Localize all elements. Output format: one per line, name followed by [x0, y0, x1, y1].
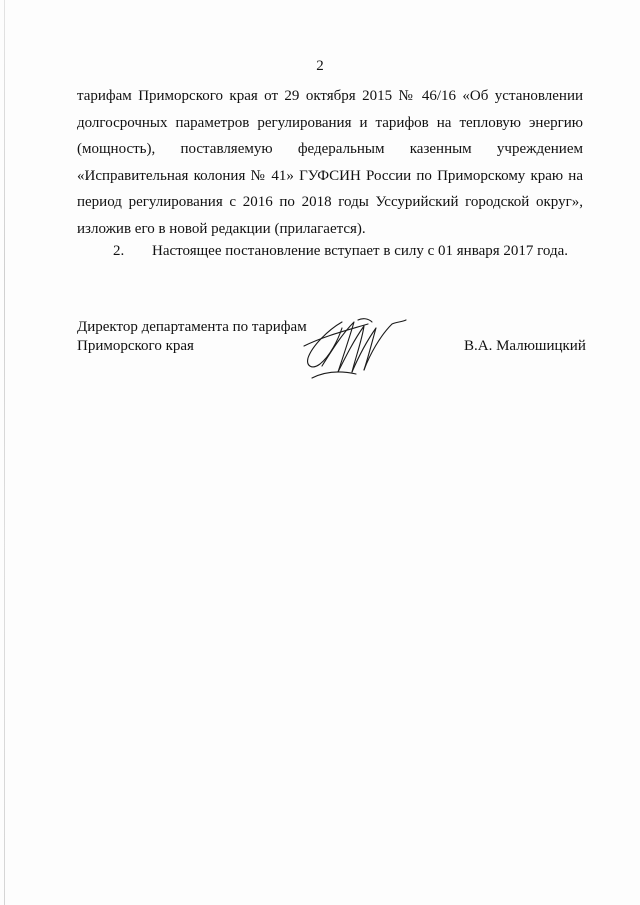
paragraph-line: долгосрочных параметров регулирования и тарифов на тепловую энергию: [77, 114, 583, 131]
scan-edge-line: [4, 0, 5, 905]
item-number: 2.: [113, 243, 125, 259]
signer-name: В.А. Малюшицкий: [464, 338, 586, 354]
numbered-item-2: [113, 238, 568, 265]
paragraph-continuation: [77, 83, 583, 242]
page-number: 2: [316, 58, 324, 74]
signer-title-line: Директор департамента по тарифам: [77, 319, 307, 335]
paragraph-line: (мощность), поставляемую федеральным казенным учреждением: [77, 141, 583, 157]
paragraph-line: «Исправительная колония № 41» ГУФСИН России по Приморскому краю на: [77, 167, 583, 184]
signer-title: [77, 318, 307, 356]
paragraph-line: тарифам Приморского края от 29 октября 2015 № 46/16 «Об установлении: [77, 88, 583, 104]
item-text: Настоящее постановление вступает в силу с 01 января 2017 года.: [152, 243, 569, 259]
paragraph-line: период регулирования с 2016 по 2018 годы Уссурийский городской округ»,: [77, 194, 583, 210]
signature-icon: [298, 310, 410, 384]
paragraph-line: изложив его в новой редакции (прилагается).: [77, 220, 366, 237]
signer-title-line: Приморского края: [77, 338, 194, 354]
